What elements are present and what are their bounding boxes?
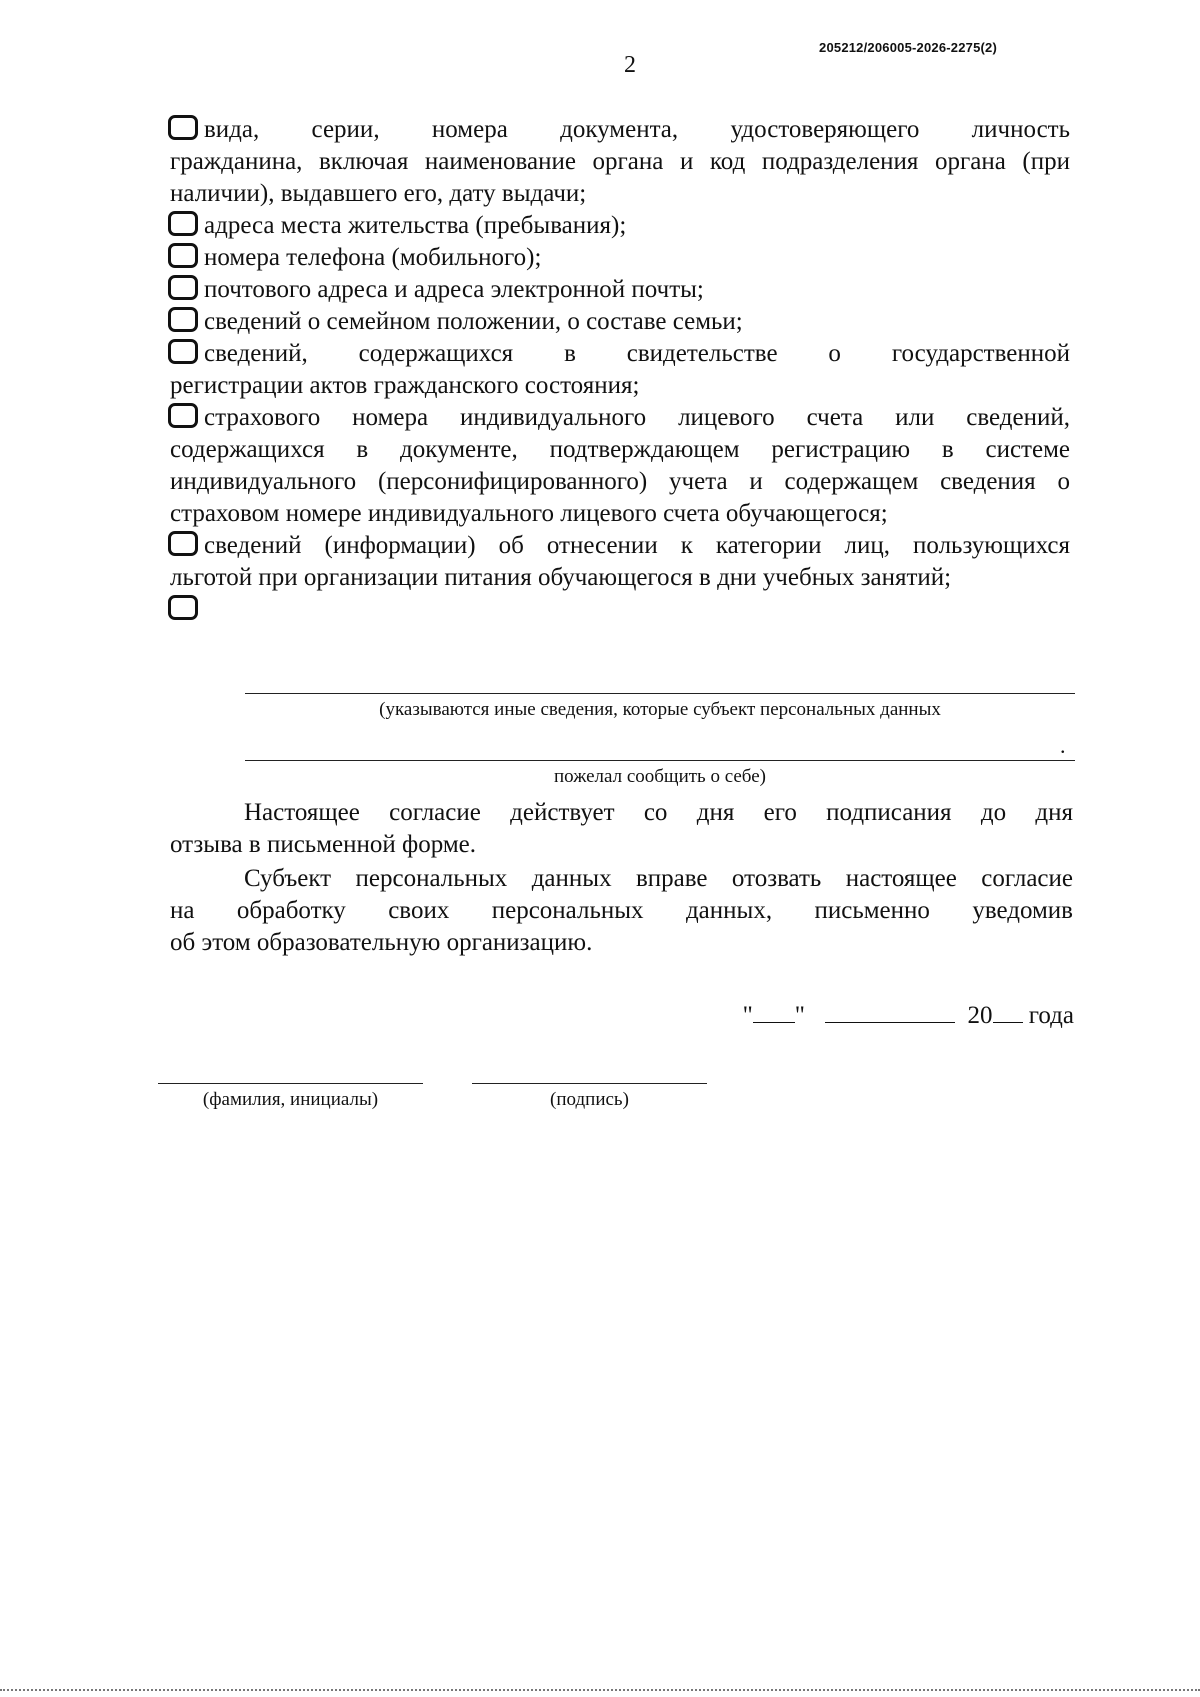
checklist-item-meal-benefit xyxy=(170,530,1070,594)
checklist-item-label: вида, серии, номера документа, удостоверяющего личность xyxy=(204,116,1070,143)
checklist-item-label: страхового номера индивидуального лицевого счета или сведений, xyxy=(204,404,1070,431)
signature-caption: (подпись) xyxy=(550,1089,629,1110)
year-field[interactable] xyxy=(993,1000,1023,1023)
checklist-item-family xyxy=(170,306,1070,338)
paragraph-line: об этом образовательную организацию. xyxy=(170,929,593,956)
paragraph-line: отзыва в письменной форме. xyxy=(170,831,476,858)
checkbox[interactable] xyxy=(168,403,198,428)
checkbox[interactable] xyxy=(168,115,198,140)
day-field[interactable] xyxy=(753,1000,795,1023)
checkbox[interactable] xyxy=(168,243,198,268)
document-number: 205212/206005-2026-2275(2) xyxy=(819,40,997,55)
revocation-paragraph xyxy=(170,863,1073,959)
checkbox[interactable] xyxy=(168,531,198,556)
checkbox[interactable] xyxy=(168,275,198,300)
date-line xyxy=(743,1000,1074,1030)
checkbox[interactable] xyxy=(168,307,198,332)
year-prefix: 20 xyxy=(967,1002,993,1029)
other-info-caption-2: пожелал сообщить о себе) xyxy=(554,766,766,787)
checklist-item-label: сведений (информации) об отнесении к категории лиц, пользующихся xyxy=(204,532,1070,559)
paragraph-line: Настоящее согласие действует со дня его подписания до дня xyxy=(244,799,1073,826)
validity-paragraph xyxy=(170,797,1073,861)
year-suffix: года xyxy=(1028,1002,1074,1029)
checkbox[interactable] xyxy=(168,211,198,236)
date-quote-open: " xyxy=(742,1002,753,1029)
checklist-item-other xyxy=(170,594,1070,626)
checklist-item-label: адреса места жительства (пребывания); xyxy=(204,212,627,239)
checklist-item-label: сведений о семейном положении, о составе семьи; xyxy=(204,308,743,335)
consent-checklist xyxy=(170,114,1070,626)
paragraph-line: на обработку своих персональных данных, письменно уведомив xyxy=(170,897,1073,924)
other-info-line-2[interactable] xyxy=(245,760,1075,761)
date-quote-close: " xyxy=(794,1002,806,1029)
checklist-item-civil-registration xyxy=(170,338,1070,402)
checklist-item-postal-email xyxy=(170,274,1070,306)
checklist-item-label: почтового адреса и адреса электронной почты; xyxy=(204,276,704,303)
checklist-item-continuation: регистрации актов гражданского состояния; xyxy=(170,372,640,399)
signature-field-line[interactable] xyxy=(472,1083,707,1084)
checklist-item-continuation: содержащихся в документе, подтверждающем регистрацию в системе индивидуального (персонифицированного) учета и содержащем сведения о страховом номере индивидуального лицевого счета обучающегося; xyxy=(170,436,1070,527)
month-field[interactable] xyxy=(825,1000,955,1023)
other-info-end-mark: . xyxy=(1060,733,1066,758)
checklist-item-continuation: льготой при организации питания обучающегося в дни учебных занятий; xyxy=(170,564,952,591)
checklist-item-address xyxy=(170,210,1070,242)
checklist-item-label: номера телефона (мобильного); xyxy=(204,244,542,271)
scan-edge-divider xyxy=(0,1689,1200,1691)
checklist-item-phone xyxy=(170,242,1070,274)
checklist-item-snils xyxy=(170,402,1070,530)
name-caption: (фамилия, инициалы) xyxy=(202,1089,379,1110)
other-info-caption-1: (указываются иные сведения, которые субъект персональных данных xyxy=(379,699,941,720)
checklist-item-label: сведений, содержащихся в свидетельстве о государственной xyxy=(204,340,1070,367)
page-number: 2 xyxy=(624,52,636,78)
checkbox[interactable] xyxy=(168,595,198,620)
checklist-item-identity-document xyxy=(170,114,1070,210)
name-field-line[interactable] xyxy=(158,1083,423,1084)
other-info-line-1[interactable] xyxy=(245,693,1075,694)
checklist-item-continuation: гражданина, включая наименование органа и код подразделения органа (при наличии), выдавшего его, дату выдачи; xyxy=(170,148,1070,207)
checkbox[interactable] xyxy=(168,339,198,364)
paragraph-line: Субъект персональных данных вправе отозвать настоящее согласие xyxy=(244,865,1073,892)
